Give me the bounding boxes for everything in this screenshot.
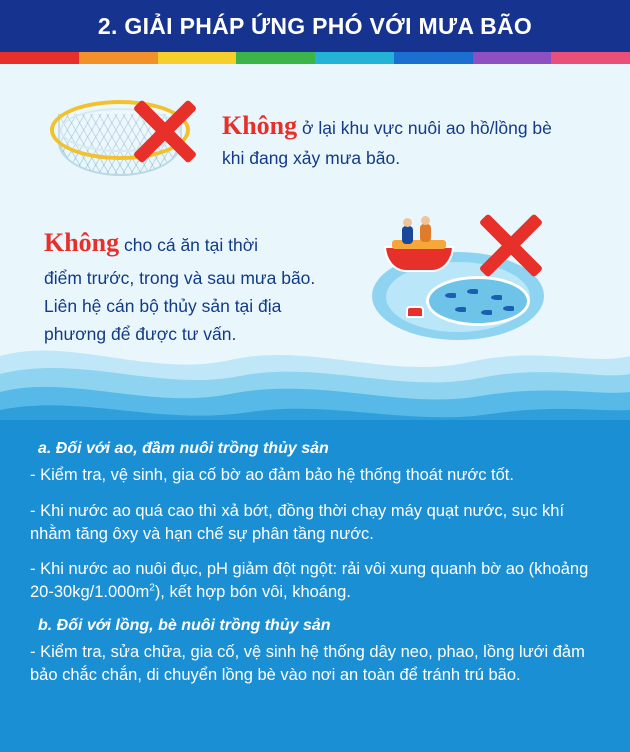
- no-feed-line3: Liên hệ cán bộ thủy sản tại địa: [44, 295, 282, 316]
- lower-section: [0, 420, 630, 752]
- no-stay-line2: khi đang xảy mưa bão.: [222, 148, 401, 168]
- strip-seg-1: [0, 52, 79, 64]
- no-feed-line2: điểm trước, trong và sau mưa bão.: [44, 267, 316, 288]
- no-stay-text: [222, 106, 612, 171]
- strip-seg-7: [473, 52, 552, 64]
- no-feed-line1: cho cá ăn tại thời: [119, 235, 259, 255]
- section-a-item-1: - Kiểm tra, vệ sinh, gia cố bờ ao đảm bảo hệ thống thoát nước tốt.: [30, 466, 514, 484]
- section-a-title: a. Đối với ao, đầm nuôi trồng thủy sản: [38, 440, 329, 457]
- strip-seg-4: [236, 52, 315, 64]
- block-no-stay: [0, 78, 630, 198]
- section-b-title: b. Đối với lồng, bè nuôi trồng thủy sản: [38, 616, 331, 634]
- section-a-item-3: [30, 558, 604, 604]
- no-feed-line4: phương để được tư vấn.: [44, 323, 237, 344]
- strip-seg-3: [158, 52, 237, 64]
- red-x-icon: [132, 98, 198, 164]
- strip-seg-2: [79, 52, 158, 64]
- strip-seg-5: [315, 52, 394, 64]
- page-title: 2. GIẢI PHÁP ỨNG PHÓ VỚI MƯA BÃO: [97, 12, 533, 39]
- a-item3-part2: ), kết hợp bón vôi, khoáng.: [154, 583, 351, 602]
- strip-seg-6: [394, 52, 473, 64]
- strip-seg-8: [551, 52, 630, 64]
- no-stay-line1: ở lại khu vực nuôi ao hồ/lồng bè: [297, 118, 552, 138]
- no-feed-emphasis: Không: [44, 228, 120, 257]
- section-b-item-1: - Kiểm tra, sửa chữa, gia cố, vệ sinh hệ thống dây neo, phao, lồng lưới đảm bảo chắc chắn, di chuyển lồng bè vào nơi an toàn để tránh trú bão.: [30, 642, 585, 684]
- color-strip: [0, 52, 630, 64]
- no-stay-emphasis: Không: [222, 111, 298, 140]
- no-feed-text: [44, 222, 374, 348]
- red-x-icon-2: [478, 212, 544, 278]
- a-item3-superscript: 2: [149, 582, 155, 594]
- upper-section: [0, 64, 630, 360]
- a-item3-part1: - Khi nước ao nuôi đục, pH giảm đột ngột: rải vôi xung quanh bờ ao (khoảng 20-30kg/1.000m: [30, 560, 589, 602]
- section-a-item-2: - Khi nước ao quá cao thì xả bớt, đồng thời chạy máy quạt nước, sục khí nhằm tăng ôxy và hạn chế sự phân tầng nước.: [30, 501, 565, 543]
- page-header: [0, 0, 630, 52]
